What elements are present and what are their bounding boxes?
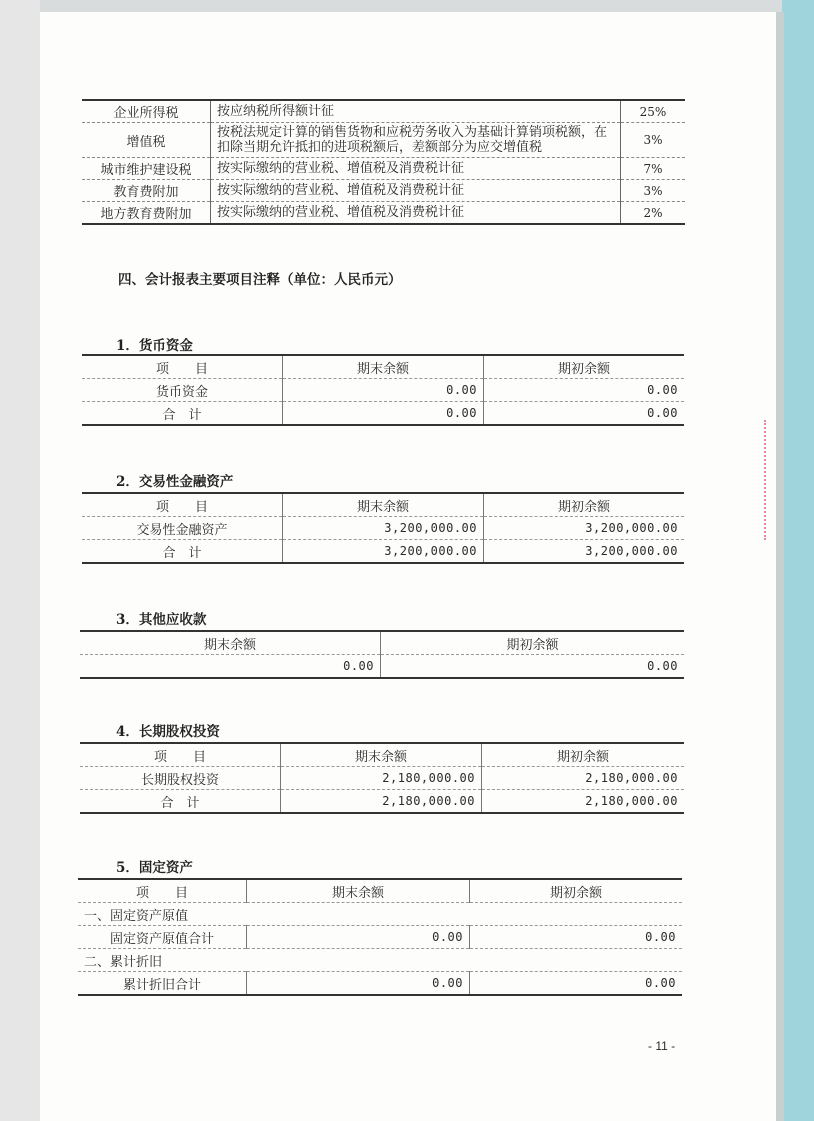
- fixed-title: 5．固定资产: [116, 860, 193, 876]
- table-row: [82, 158, 685, 180]
- end-balance: 0.00: [247, 926, 470, 949]
- col-header: 项 目: [78, 879, 247, 903]
- table-row: [78, 949, 682, 972]
- tax-rate: 25%: [621, 100, 686, 123]
- end-balance: 3,200,000.00: [283, 517, 484, 540]
- table-row: [82, 123, 685, 158]
- cash-table: [82, 354, 684, 426]
- table-row: [80, 655, 684, 679]
- begin-balance: 0.00: [484, 402, 685, 426]
- tax-rate: 3%: [621, 180, 686, 202]
- red-stamp-mark: [764, 420, 780, 540]
- lt-equity-table: [80, 742, 684, 814]
- begin-balance: 0.00: [381, 655, 685, 679]
- end-balance: 2,180,000.00: [281, 790, 482, 814]
- tax-rate: 7%: [621, 158, 686, 180]
- table-header-row: [82, 493, 684, 517]
- tax-name: 增值税: [82, 123, 211, 158]
- table-header-row: [78, 879, 682, 903]
- tax-table: [82, 99, 685, 225]
- end-balance: 0.00: [283, 379, 484, 402]
- end-balance: 0.00: [283, 402, 484, 426]
- end-balance: 0.00: [247, 972, 470, 996]
- col-header: 项 目: [82, 493, 283, 517]
- section-row: 二、累计折旧: [78, 949, 682, 972]
- row-label: 交易性金融资产: [82, 517, 283, 540]
- section-title: 四、会计报表主要项目注释（单位：人民币元）: [118, 272, 402, 288]
- row-label: 合 计: [82, 402, 283, 426]
- table-row: [78, 926, 682, 949]
- begin-balance: 0.00: [484, 379, 685, 402]
- section-row: 一、固定资产原值: [78, 903, 682, 926]
- col-header: 项 目: [82, 355, 283, 379]
- row-label: 固定资产原值合计: [78, 926, 247, 949]
- table-row: [80, 790, 684, 814]
- tax-name: 城市维护建设税: [82, 158, 211, 180]
- col-header: 期初余额: [484, 493, 685, 517]
- table-row: [80, 767, 684, 790]
- end-balance: 0.00: [80, 655, 381, 679]
- other-recv-title: 3．其他应收款: [116, 612, 207, 628]
- table-row: [82, 202, 685, 225]
- other-recv-table: [80, 630, 684, 679]
- tax-basis: 按应纳税所得额计征: [211, 100, 621, 123]
- scan-right-edge: [782, 0, 814, 1121]
- fixed-table: [78, 878, 682, 996]
- page-number: - 11 -: [648, 1039, 676, 1053]
- row-label: 合 计: [80, 790, 281, 814]
- col-header: 期末余额: [283, 493, 484, 517]
- begin-balance: 0.00: [470, 972, 683, 996]
- lt-equity-title: 4．长期股权投资: [116, 724, 220, 740]
- begin-balance: 0.00: [470, 926, 683, 949]
- table-row: [82, 180, 685, 202]
- begin-balance: 3,200,000.00: [484, 540, 685, 564]
- table-row: [82, 379, 684, 402]
- col-header: 期初余额: [470, 879, 683, 903]
- table-header-row: [80, 743, 684, 767]
- end-balance: 2,180,000.00: [281, 767, 482, 790]
- page-shadow: [776, 12, 784, 1121]
- col-header: 项 目: [80, 743, 281, 767]
- end-balance: 3,200,000.00: [283, 540, 484, 564]
- table-row: [82, 402, 684, 426]
- table-row: [78, 903, 682, 926]
- scan-left-edge: [0, 0, 40, 1121]
- table-row: [78, 972, 682, 996]
- col-header: 期初余额: [482, 743, 685, 767]
- col-header: 期初余额: [484, 355, 685, 379]
- table-header-row: [80, 631, 684, 655]
- tax-basis: 按实际缴纳的营业税、增值税及消费税计征: [211, 202, 621, 225]
- row-label: 合 计: [82, 540, 283, 564]
- table-row: [82, 100, 685, 123]
- col-header: 期末余额: [283, 355, 484, 379]
- row-label: 货币资金: [82, 379, 283, 402]
- trading-title: 2．交易性金融资产: [116, 474, 234, 490]
- trading-table: [82, 492, 684, 564]
- row-label: 长期股权投资: [80, 767, 281, 790]
- begin-balance: 2,180,000.00: [482, 790, 685, 814]
- row-label: 累计折旧合计: [78, 972, 247, 996]
- table-row: [82, 517, 684, 540]
- begin-balance: 2,180,000.00: [482, 767, 685, 790]
- tax-name: 企业所得税: [82, 100, 211, 123]
- tax-basis: 按税法规定计算的销售货物和应税劳务收入为基础计算销项税额，在扣除当期允许抵扣的进项税额后，差额部分为应交增值税: [211, 123, 621, 158]
- col-header: 期末余额: [281, 743, 482, 767]
- cash-title: 1．货币资金: [116, 338, 193, 354]
- tax-basis: 按实际缴纳的营业税、增值税及消费税计征: [211, 158, 621, 180]
- col-header: 期初余额: [381, 631, 685, 655]
- tax-name: 教育费附加: [82, 180, 211, 202]
- table-header-row: [82, 355, 684, 379]
- tax-name: 地方教育费附加: [82, 202, 211, 225]
- begin-balance: 3,200,000.00: [484, 517, 685, 540]
- tax-rate: 3%: [621, 123, 686, 158]
- tax-rate: 2%: [621, 202, 686, 225]
- col-header: 期末余额: [247, 879, 470, 903]
- table-row: [82, 540, 684, 564]
- col-header: 期末余额: [80, 631, 381, 655]
- tax-basis: 按实际缴纳的营业税、增值税及消费税计征: [211, 180, 621, 202]
